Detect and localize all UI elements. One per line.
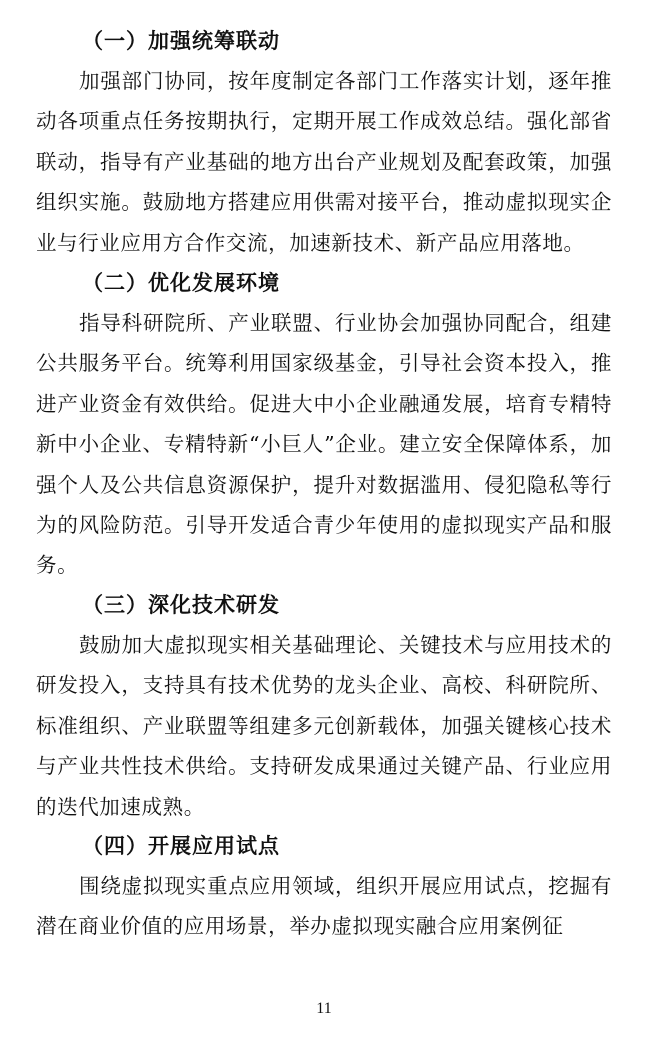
- page-number: 11: [316, 1000, 332, 1017]
- section-heading-1: （一）加强统筹联动: [82, 29, 280, 53]
- section-paragraph-3: 鼓励加大虚拟现实相关基础理论、关键技术与应用技术的研发投入，支持具有技术优势的龙头企业、高校、科研院所、标准组织、产业联盟等组建多元创新载体，加强关键核心技术与产业共性技术供给。支持研发成果通过关键产品、行业应用的迭代加速成熟。: [36, 632, 612, 819]
- section-heading-2: （二）优化发展环境: [82, 271, 280, 296]
- section-heading-4: （四）开展应用试点: [82, 833, 280, 858]
- section-paragraph-1: 加强部门协同，按年度制定各部门工作落实计划，逐年推动各项重点任务按期执行，定期开展工作成效总结。强化部省联动，指导有产业基础的地方出台产业规划及配套政策，加强组织实施。鼓励地方搭建应用供需对接平台，推动虚拟现实企业与行业应用方合作交流，加速新技术、新产品应用落地。: [36, 69, 612, 255]
- section-paragraph-2: 指导科研院所、产业联盟、行业协会加强协同配合，组建公共服务平台。统筹利用国家级基金，引导社会资本投入，推进产业资金有效供给。促进大中小企业融通发展，培育专精特新中小企业、专精特新“小巨人”企业。建立安全保障体系，加强个人及公共信息资源保护，提升对数据滥用、侵犯隐私等行为的风险防范。引导开发适合青少年使用的虚拟现实产品和服务。: [36, 311, 612, 578]
- section-heading-3: （三）深化技术研发: [82, 592, 280, 617]
- section-paragraph-4: 围绕虚拟现实重点应用领域，组织开展应用试点，挖掘有潜在商业价值的应用场景，举办虚拟现实融合应用案例征: [36, 873, 612, 939]
- document-page: [36, 22, 612, 947]
